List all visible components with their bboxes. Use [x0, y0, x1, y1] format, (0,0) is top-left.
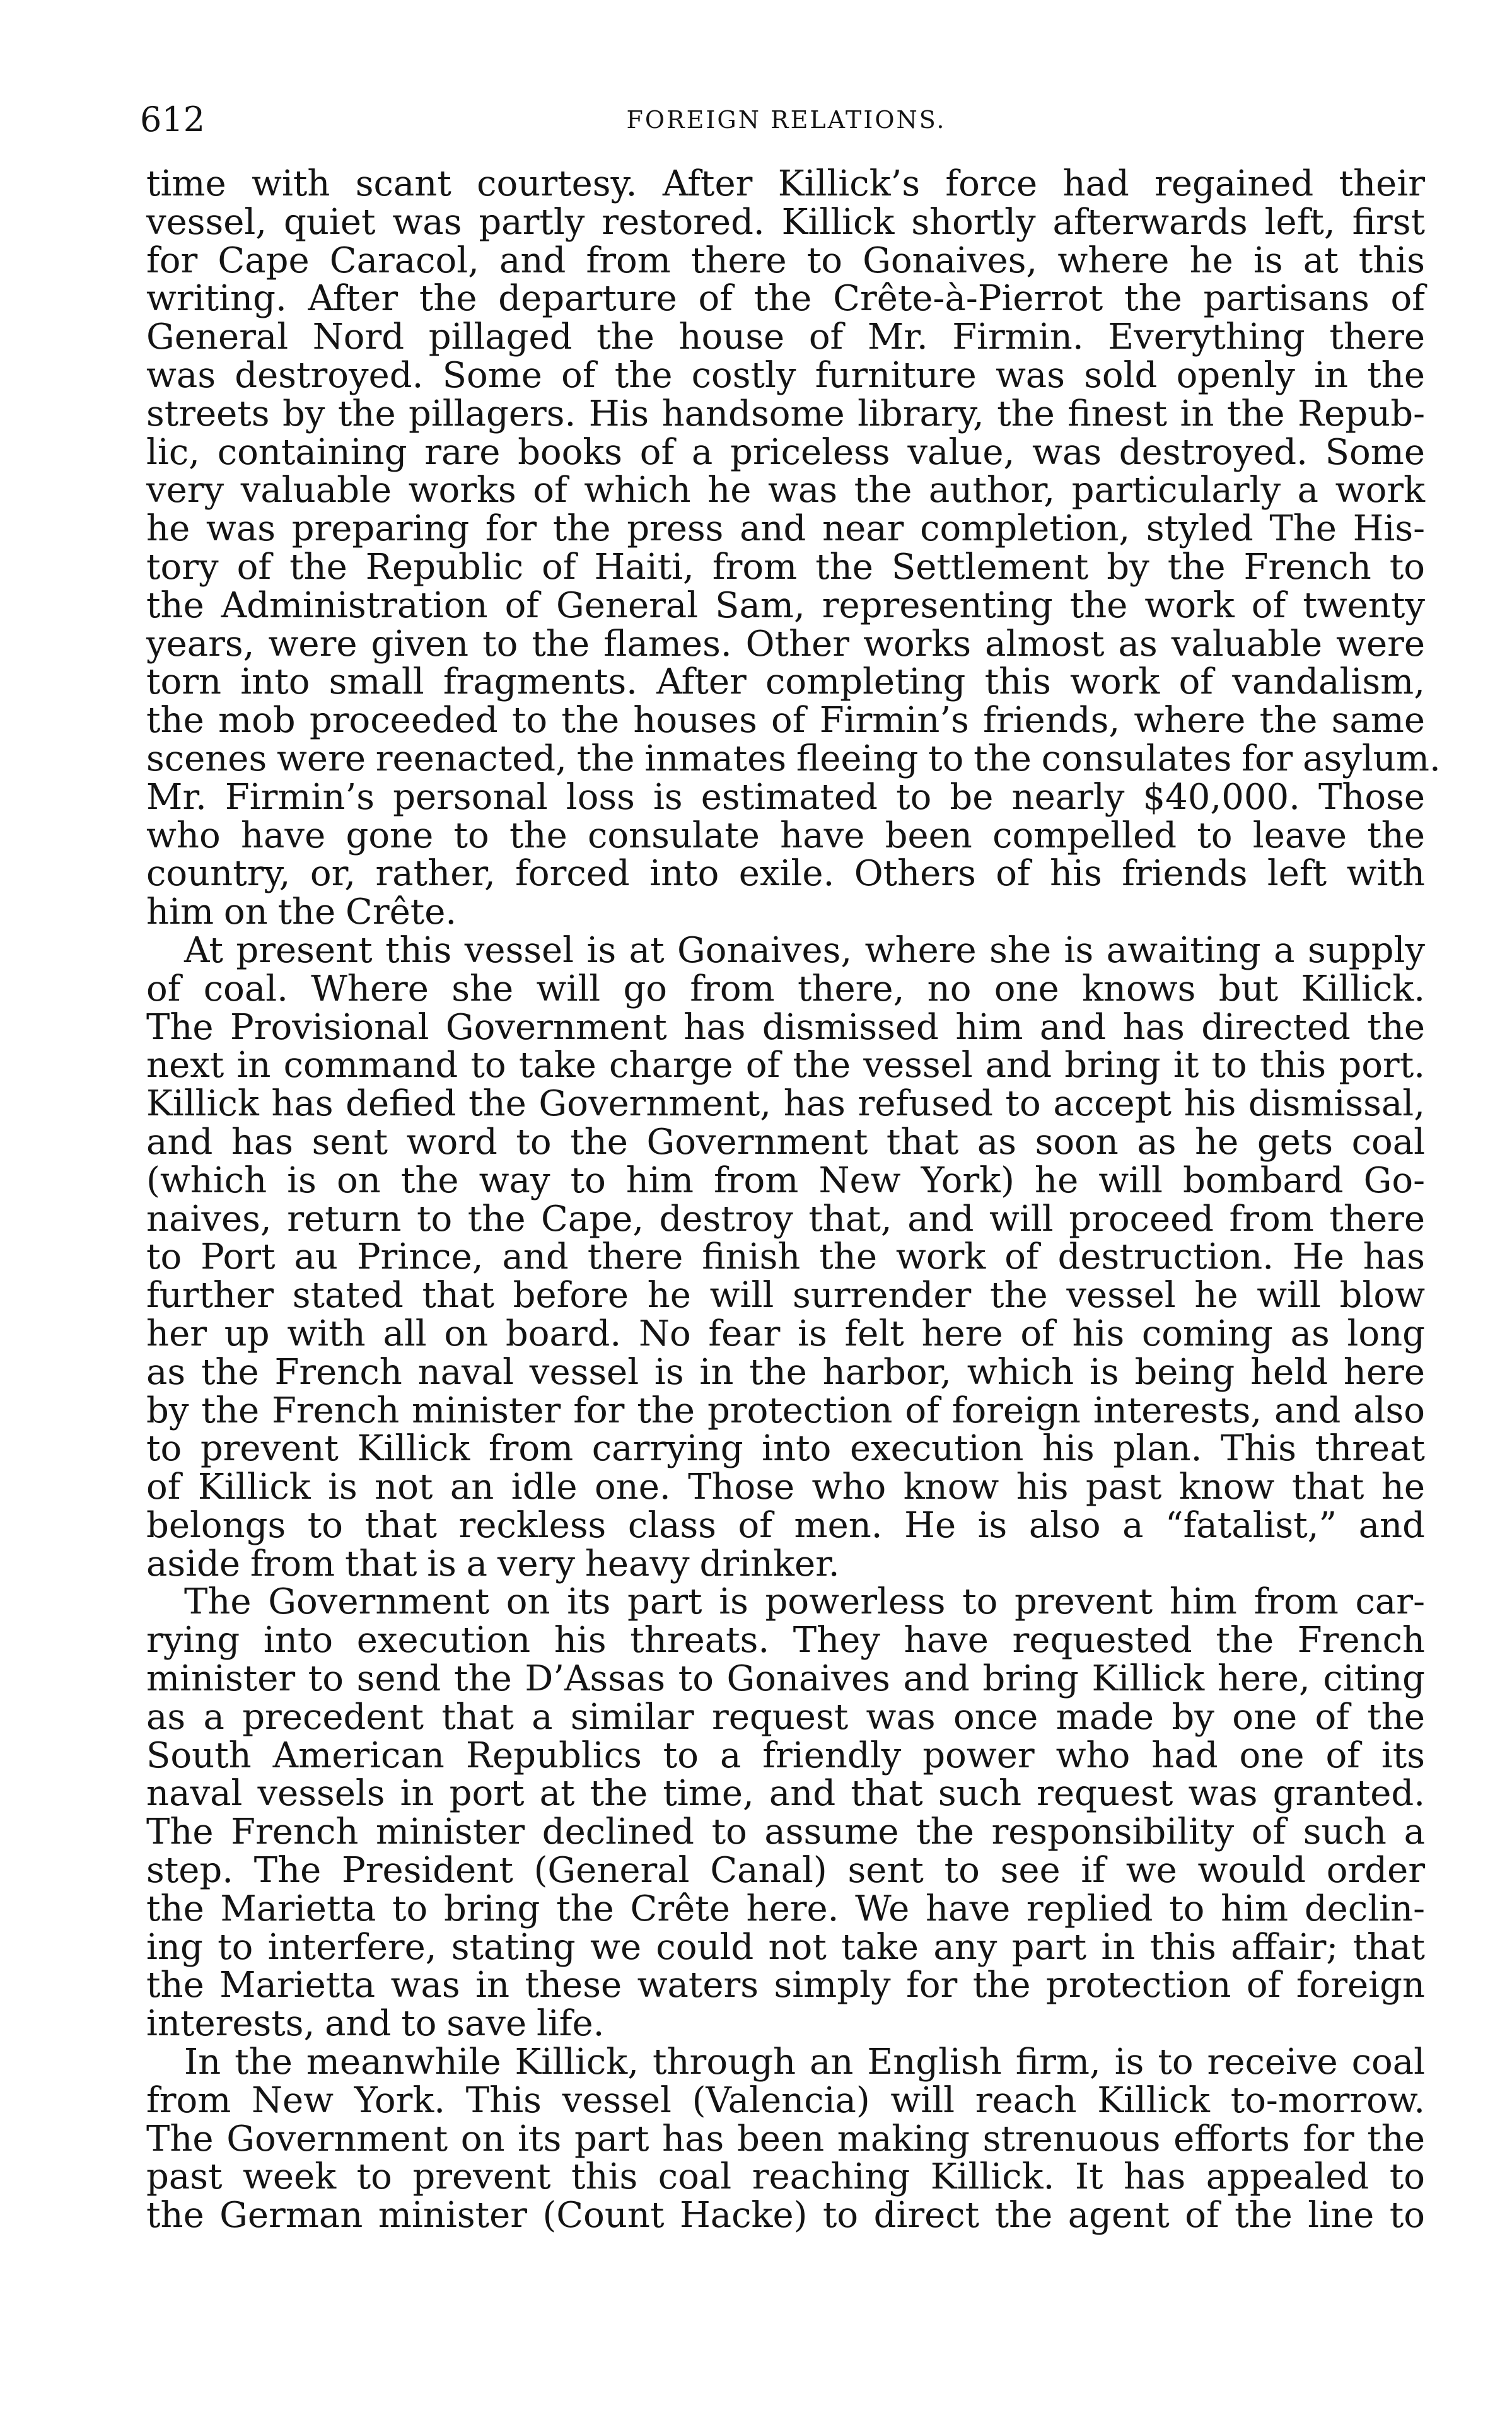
text-line: years, were given to the flames. Other works almost as valuable were [146, 623, 1425, 665]
text-line: from New York. This vessel (Valencia) will reach Killick to-morrow. [146, 2079, 1425, 2121]
text-line: very valuable works of which he was the author, particularly a work [146, 470, 1425, 511]
text-line: he was preparing for the press and near completion, styled The His- [146, 508, 1425, 550]
text-line: further stated that before he will surrender the vessel he will blow [146, 1275, 1425, 1317]
text-line: for Cape Caracol, and from there to Gonaives, where he is at this [146, 240, 1425, 281]
text-line: ing to interfere, stating we could not take any part in this affair; that [146, 1926, 1425, 1968]
paragraph [146, 163, 1441, 933]
text-line: as the French naval vessel is in the harbor, which is being held here [146, 1351, 1425, 1393]
text-line: the mob proceeded to the houses of Firmin’s friends, where the same [146, 700, 1425, 741]
text-line: In the meanwhile Killick, through an English firm, is to receive coal [184, 2042, 1425, 2083]
running-head: FOREIGN RELATIONS. [626, 106, 946, 134]
text-line: interests, and to save life. [146, 2003, 605, 2045]
text-line: and has sent word to the Government that as soon as he gets coal [146, 1121, 1425, 1163]
text-line: time with scant courtesy. After Killick’s force had regained their [146, 163, 1425, 204]
paragraph [146, 2043, 1425, 2235]
text-line: scenes were reenacted, the inmates fleeing to the consulates for asylum. [146, 738, 1441, 779]
text-line: of Killick is not an idle one. Those who know his past know that he [146, 1467, 1425, 1508]
text-line: lic, containing rare books of a priceless value, was destroyed. Some [146, 431, 1425, 473]
text-line: The French minister declined to assume the responsibility of such a [146, 1811, 1425, 1853]
paragraph [146, 1583, 1425, 2043]
text-line: belongs to that reckless class of men. He is also a “fatalist,” and [146, 1504, 1425, 1546]
text-line: (which is on the way to him from New York) he will bombard Go- [146, 1160, 1425, 1201]
text-line: The Provisional Government has dismissed him and has directed the [146, 1006, 1425, 1048]
text-line: who have gone to the consulate have been compelled to leave the [146, 815, 1425, 856]
text-line: writing. After the departure of the Crête-à-Pierrot the partisans of [146, 278, 1425, 320]
paragraph [146, 929, 1425, 1584]
text-line: rying into execution his threats. They have requested the French [146, 1620, 1425, 1661]
page-number: 612 [140, 100, 206, 139]
text-line: the Administration of General Sam, representing the work of twenty [146, 584, 1425, 626]
text-line: aside from that is a very heavy drinker. [146, 1543, 840, 1584]
text-line: minister to send the D’Assas to Gonaives and bring Killick here, citing [146, 1658, 1425, 1700]
text-line: country, or, rather, forced into exile. Others of his friends left with [146, 853, 1425, 895]
text-line: naval vessels in port at the time, and that such request was granted. [146, 1773, 1425, 1815]
text-line: to Port au Prince, and there finish the work of destruction. He has [146, 1236, 1425, 1278]
text-line: as a precedent that a similar request was once made by one of the [146, 1696, 1425, 1738]
text-line: General Nord pillaged the house of Mr. Firmin. Everything there [146, 317, 1425, 358]
page-header [140, 95, 1433, 145]
text-line: her up with all on board. No fear is felt here of his coming as long [146, 1313, 1425, 1354]
text-line: was destroyed. Some of the costly furniture was sold openly in the [146, 354, 1425, 396]
text-line: torn into small fragments. After completing this work of vandalism, [146, 661, 1425, 703]
text-line: the Marietta was in these waters simply for the protection of foreign [146, 1965, 1425, 2006]
text-line: Killick has defied the Government, has refused to accept his dismissal, [146, 1083, 1425, 1125]
text-line: of coal. Where she will go from there, no one knows but Killick. [146, 968, 1425, 1009]
text-line: to prevent Killick from carrying into execution his plan. This threat [146, 1428, 1425, 1470]
text-line: the German minister (Count Hacke) to direct the agent of the line to [146, 2195, 1425, 2236]
body-text [146, 163, 1441, 2236]
text-line: streets by the pillagers. His handsome library, the finest in the Repub- [146, 393, 1425, 434]
text-line: next in command to take charge of the vessel and bring it to this port. [146, 1045, 1425, 1086]
text-line: naives, return to the Cape, destroy that, and will proceed from there [146, 1198, 1425, 1240]
text-line: by the French minister for the protection of foreign interests, and also [146, 1390, 1425, 1431]
text-line: him on the Crête. [146, 892, 457, 933]
text-line: the Marietta to bring the Crête here. We have replied to him declin- [146, 1888, 1425, 1929]
text-line: The Government on its part has been making strenuous efforts for the [146, 2118, 1425, 2160]
text-line: Mr. Firmin’s personal loss is estimated to be nearly $40,000. Those [146, 776, 1425, 818]
text-line: tory of the Republic of Haiti, from the Settlement by the French to [146, 546, 1425, 588]
text-line: South American Republics to a friendly power who had one of its [146, 1735, 1425, 1776]
text-line: The Government on its part is powerless to prevent him from car- [184, 1581, 1425, 1623]
text-line: vessel, quiet was partly restored. Killick shortly afterwards left, first [146, 201, 1425, 243]
text-line: past week to prevent this coal reaching Killick. It has appealed to [146, 2156, 1425, 2198]
text-line: step. The President (General Canal) sent to see if we would order [146, 1850, 1425, 1892]
text-line: At present this vessel is at Gonaives, where she is awaiting a supply [184, 929, 1425, 971]
